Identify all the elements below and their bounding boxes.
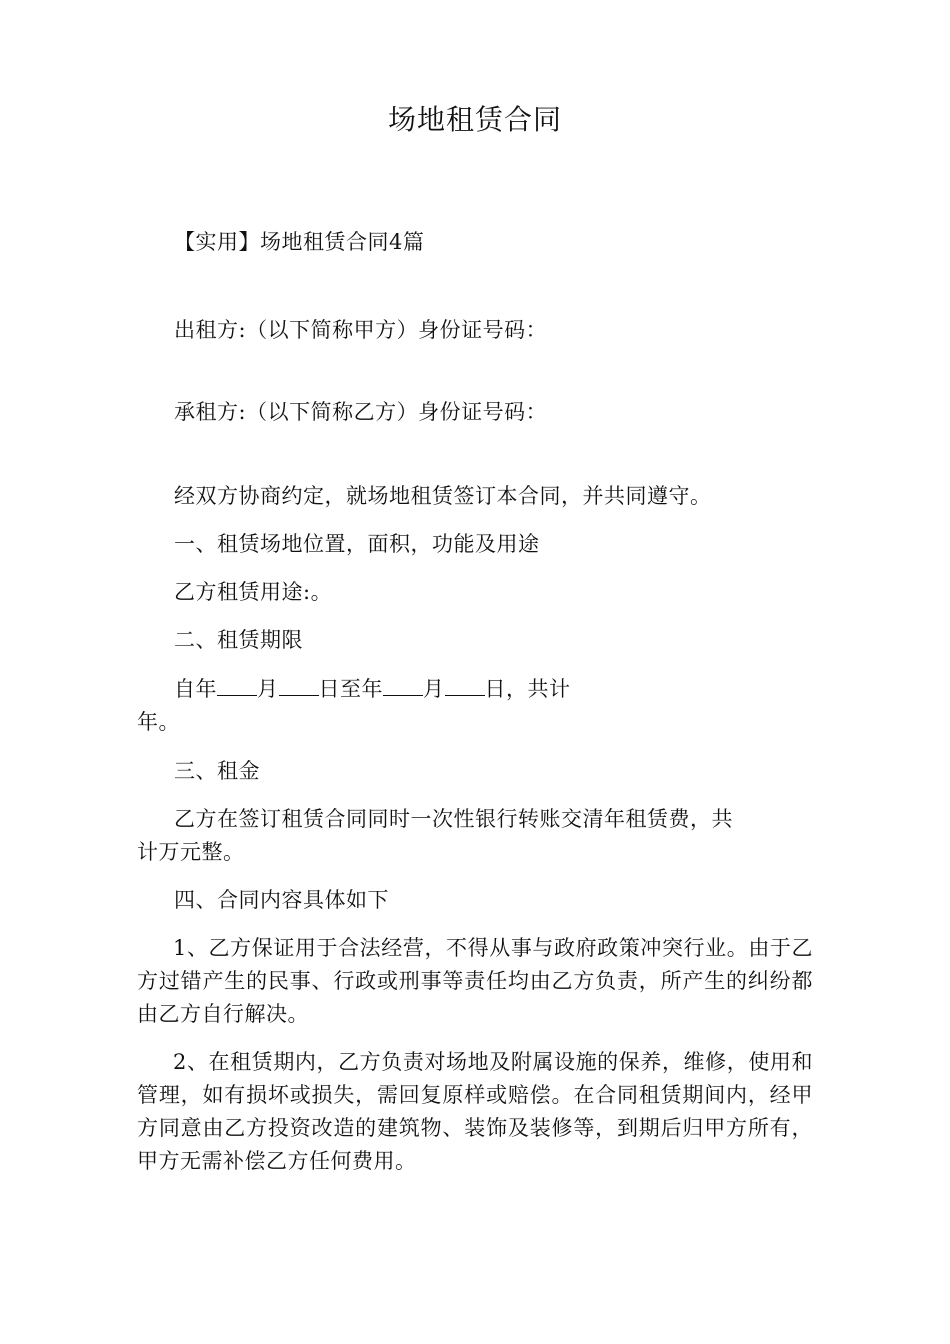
document-subtitle: 【实用】场地租赁合同4篇 [174,230,425,254]
section-heading-4: 四、合同内容具体如下 [174,888,389,912]
lessee-line: 承租方:（以下简称乙方）身份证号码： [174,400,548,424]
term-text-5: 日，共计 [484,677,571,701]
term-text-4: 月 [423,677,445,701]
term-text-1: 自年 [174,677,217,701]
term-text-2: 月 [257,677,279,701]
usage-line: 乙方租赁用途:。 [174,580,333,604]
term-text-3: 日至年 [318,677,383,701]
rent-line-2: 计万元整。 [137,840,245,864]
lessor-line: 出租方:（以下简称甲方）身份证号码： [174,318,548,342]
section-heading-2: 二、租赁期限 [174,628,303,652]
clause-2: 2、在租赁期内，乙方负责对场地及附属设施的保养，维修，使用和管理，如有损坏或损失，需回复原样或赔偿。在合同租赁期间内，经甲方同意由乙方投资改造的建筑物、装饰及装修等，到期后归甲方所有，甲方无需补偿乙方任何费用。 [137,1050,813,1173]
section-heading-3: 三、租金 [174,759,260,783]
clause-1: 1、乙方保证用于合法经营，不得从事与政府政策冲突行业。由于乙方过错产生的民事、行政或刑事等责任均由乙方负责，所产生的纠纷都由乙方自行解决。 [137,936,813,1026]
intro-paragraph: 经双方协商约定，就场地租赁签订本合同，并共同遵守。 [174,484,712,508]
blank-field [279,677,319,696]
blank-field [445,677,485,696]
blank-field [217,677,257,696]
rent-line-1: 乙方在签订租赁合同同时一次性银行转账交清年租赁费，共 [174,807,733,831]
term-line-continued: 年。 [137,710,180,734]
document-title: 场地租赁合同 [387,103,562,136]
term-line [174,673,571,705]
blank-field [383,677,423,696]
section-heading-1: 一、租赁场地位置，面积，功能及用途 [174,532,540,556]
